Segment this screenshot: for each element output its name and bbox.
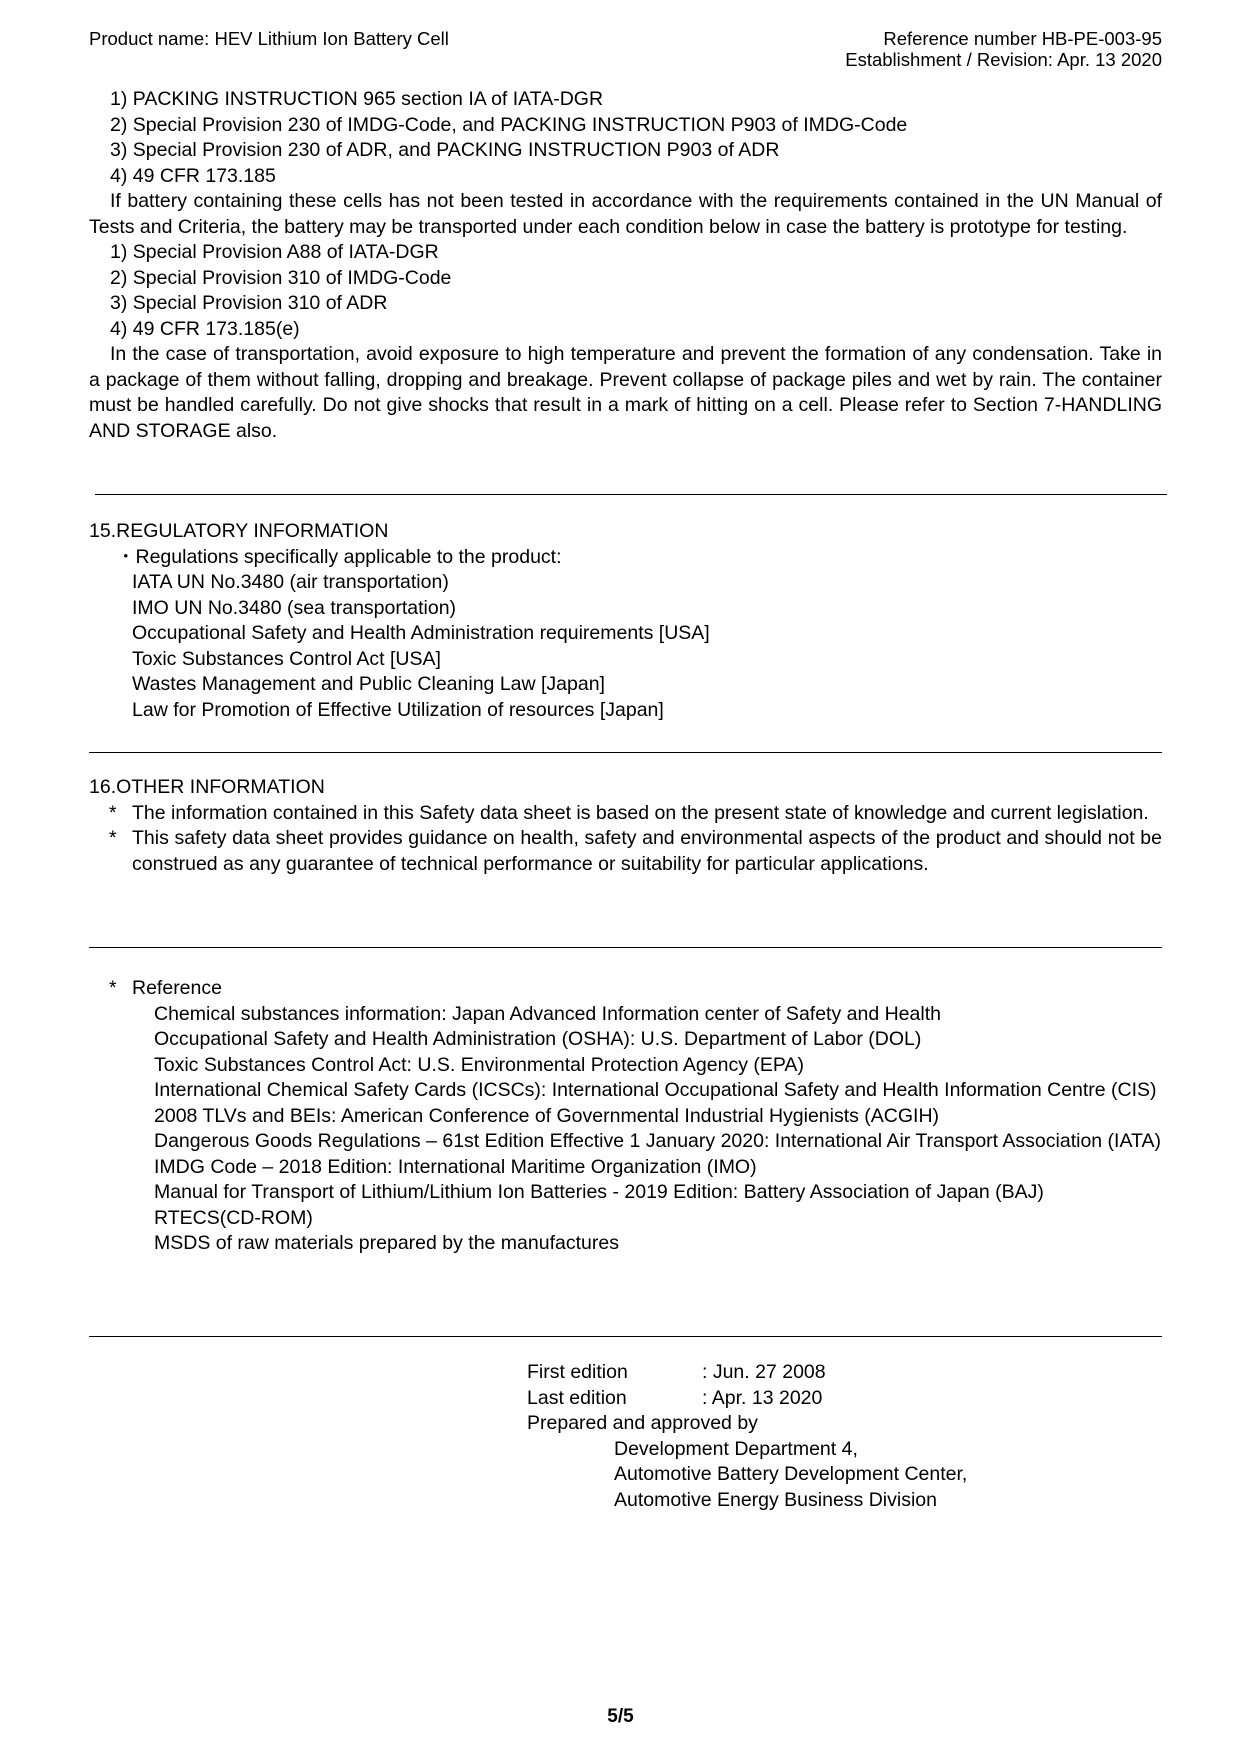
reference-label: Reference	[132, 977, 222, 999]
list-item: 4) 49 CFR 173.185	[110, 164, 276, 187]
reference-item: Chemical substances information: Japan Advanced Information center of Safety and Health	[154, 1002, 941, 1025]
other-information-section	[89, 775, 1162, 877]
handling-paragraph: In the case of transportation, avoid exposure to high temperature and prevent the formation of any condensation. Take in a package of them without falling, dropping and breakage. Prevent collapse of package piles and wet by rain. The container must be handled carefully. Do not give shocks that result in a mark of hitting on a cell. Please refer to Section 7-HANDLING AND STORAGE also.	[89, 343, 1162, 442]
list-item: IMO UN No.3480 (sea transportation)	[132, 596, 457, 619]
note-item	[89, 826, 1162, 877]
reference-item: Occupational Safety and Health Administration (OSHA): U.S. Department of Labor (DOL)	[154, 1028, 922, 1050]
divider	[89, 752, 1162, 753]
page-number: 5/5	[607, 1706, 634, 1727]
edition-block	[527, 1360, 967, 1513]
divider	[89, 947, 1162, 948]
divider	[95, 494, 1167, 495]
note-text: The information contained in this Safety data sheet is based on the present state of knowledge and current legislation.	[132, 801, 1149, 824]
section-title: 15.REGULATORY INFORMATION	[89, 520, 389, 542]
reference-item: IMDG Code – 2018 Edition: International Maritime Organization (IMO)	[154, 1155, 757, 1178]
last-edition-value: : Apr. 13 2020	[702, 1386, 823, 1409]
note-text: This safety data sheet provides guidance on health, safety and environmental aspects of the product and should not be construed as any guarantee of technical performance or suitability for particular applications.	[132, 827, 1162, 875]
prepared-label: Prepared and approved by	[527, 1412, 758, 1434]
list-item: Wastes Management and Public Cleaning Law [Japan]	[132, 673, 605, 695]
reference-number: Reference number HB-PE-003-95	[883, 28, 1162, 49]
list-item: Toxic Substances Control Act [USA]	[132, 647, 441, 670]
list-item: 1) Special Provision A88 of IATA-DGR	[110, 241, 439, 263]
untested-paragraph: If battery containing these cells has not been tested in accordance with the requirements contained in the UN Manual of Tests and Criteria, the battery may be transported under each condition below in case the battery is prototype for testing.	[89, 190, 1162, 238]
department-line: Automotive Battery Development Center,	[614, 1463, 968, 1485]
last-edition-label: Last edition	[527, 1386, 627, 1409]
bullet-mark: *	[109, 827, 117, 849]
bullet-mark: *	[109, 977, 117, 999]
first-edition-label: First edition	[527, 1361, 628, 1383]
department-line: Automotive Energy Business Division	[614, 1488, 937, 1511]
list-item: 1) PACKING INSTRUCTION 965 section IA of IATA-DGR	[110, 88, 604, 110]
reference-section	[89, 976, 1162, 1257]
reference-item: Dangerous Goods Regulations – 61st Edition Effective 1 January 2020: International Air Transport Association (IATA)	[154, 1130, 1161, 1152]
first-edition-value: : Jun. 27 2008	[702, 1361, 826, 1383]
bullet-mark: *	[109, 801, 117, 824]
list-item: Law for Promotion of Effective Utilization of resources [Japan]	[132, 698, 664, 721]
list-item: Occupational Safety and Health Administration requirements [USA]	[132, 622, 710, 644]
reference-item: Manual for Transport of Lithium/Lithium Ion Batteries - 2019 Edition: Battery Association of Japan (BAJ)	[154, 1181, 1044, 1203]
reference-item: MSDS of raw materials prepared by the manufactures	[154, 1232, 619, 1254]
first-edition-row	[527, 1360, 967, 1386]
list-item: 2) Special Provision 310 of IMDG-Code	[110, 266, 452, 289]
reference-item: International Chemical Safety Cards (ICSCs): International Occupational Safety and Health Information Centre (CIS)	[154, 1079, 1157, 1101]
section-intro: ・Regulations specifically applicable to the product:	[116, 545, 562, 568]
list-item: IATA UN No.3480 (air transportation)	[132, 571, 449, 593]
note-item	[89, 801, 1162, 827]
revision-date: Establishment / Revision: Apr. 13 2020	[845, 49, 1162, 70]
reference-item: 2008 TLVs and BEIs: American Conference of Governmental Industrial Hygienists (ACGIH)	[154, 1104, 940, 1127]
reference-item: Toxic Substances Control Act: U.S. Environmental Protection Agency (EPA)	[154, 1053, 804, 1076]
section-title: 16.OTHER INFORMATION	[89, 776, 325, 798]
transport-section	[89, 87, 1162, 444]
list-item: 2) Special Provision 230 of IMDG-Code, and PACKING INSTRUCTION P903 of IMDG-Code	[110, 113, 908, 136]
product-name: Product name: HEV Lithium Ion Battery Cell	[89, 28, 449, 49]
last-edition-row	[527, 1386, 967, 1412]
divider	[89, 1336, 1162, 1337]
reference-heading	[89, 976, 1162, 1002]
list-item: 3) Special Provision 230 of ADR, and PACKING INSTRUCTION P903 of ADR	[110, 139, 780, 161]
list-item: 3) Special Provision 310 of ADR	[110, 292, 388, 314]
department-line: Development Department 4,	[614, 1437, 858, 1460]
regulatory-section	[89, 519, 1162, 723]
list-item: 4) 49 CFR 173.185(e)	[110, 317, 300, 340]
document-reference	[845, 28, 1162, 70]
reference-item: RTECS(CD-ROM)	[154, 1206, 313, 1229]
